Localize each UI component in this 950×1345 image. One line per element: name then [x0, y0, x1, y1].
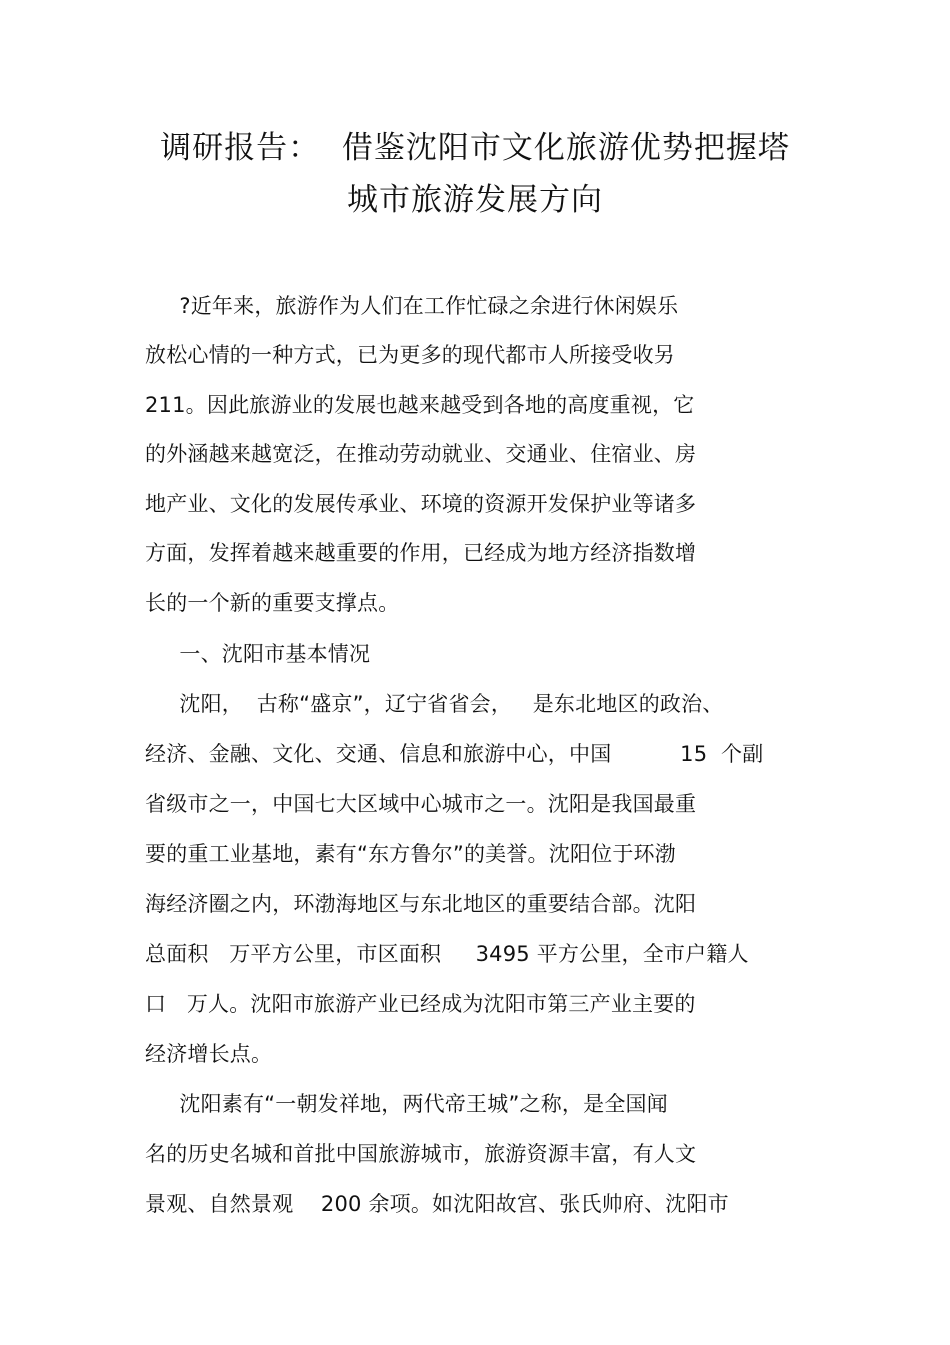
body-line: 沈阳， 古称“盛京”，辽宁省省会， 是东北地区的政治、	[145, 692, 724, 716]
body-line: 的外涵越来越宽泛，在推动劳动就业、交通业、住宿业、房	[145, 442, 697, 466]
section-heading: 一、沈阳市基本情况	[145, 642, 371, 666]
body-line: 经济增长点。	[145, 1042, 273, 1066]
body-line: 地产业、文化的发展传承业、环境的资源开发保护业等诸多	[145, 492, 697, 516]
body-line: 经济、金融、文化、交通、信息和旅游中心，中国 15 个副	[145, 742, 764, 766]
body-line: 总面积 万平方公里，市区面积 3495 平方公里，全市户籍人	[145, 942, 749, 966]
document-title-line-2: 城市旅游发展方向	[347, 182, 603, 218]
body-line: 口 万人。沈阳市旅游产业已经成为沈阳市第三产业主要的	[145, 992, 696, 1016]
body-line: 海经济圈之内，环渤海地区与东北地区的重要结合部。沈阳	[145, 892, 697, 916]
body-line: ?近年来，旅游作为人们在工作忙碌之余进行休闲娱乐	[145, 294, 679, 318]
body-line: 景观、自然景观 200 余项。如沈阳故宫、张氏帅府、沈阳市	[145, 1192, 729, 1216]
body-line: 放松心情的一种方式，已为更多的现代都市人所接受收另	[145, 343, 675, 367]
body-line: 要的重工业基地，素有“东方鲁尔”的美誉。沈阳位于环渤	[145, 842, 676, 866]
document-title-line-1: 调研报告： 借鉴沈阳市文化旅游优势把握塔	[160, 130, 790, 166]
body-line: 沈阳素有“一朝发祥地，两代帝王城”之称，是全国闻	[145, 1092, 668, 1116]
body-line: 名的历史名城和首批中国旅游城市，旅游资源丰富，有人文	[145, 1142, 697, 1166]
body-line: 省级市之一，中国七大区域中心城市之一。沈阳是我国最重	[145, 792, 697, 816]
body-line: 方面，发挥着越来越重要的作用，已经成为地方经济指数增	[145, 541, 697, 565]
body-line: 长的一个新的重要支撑点。	[145, 591, 400, 615]
body-line: 211。因此旅游业的发展也越来越受到各地的高度重视，它	[145, 393, 695, 417]
